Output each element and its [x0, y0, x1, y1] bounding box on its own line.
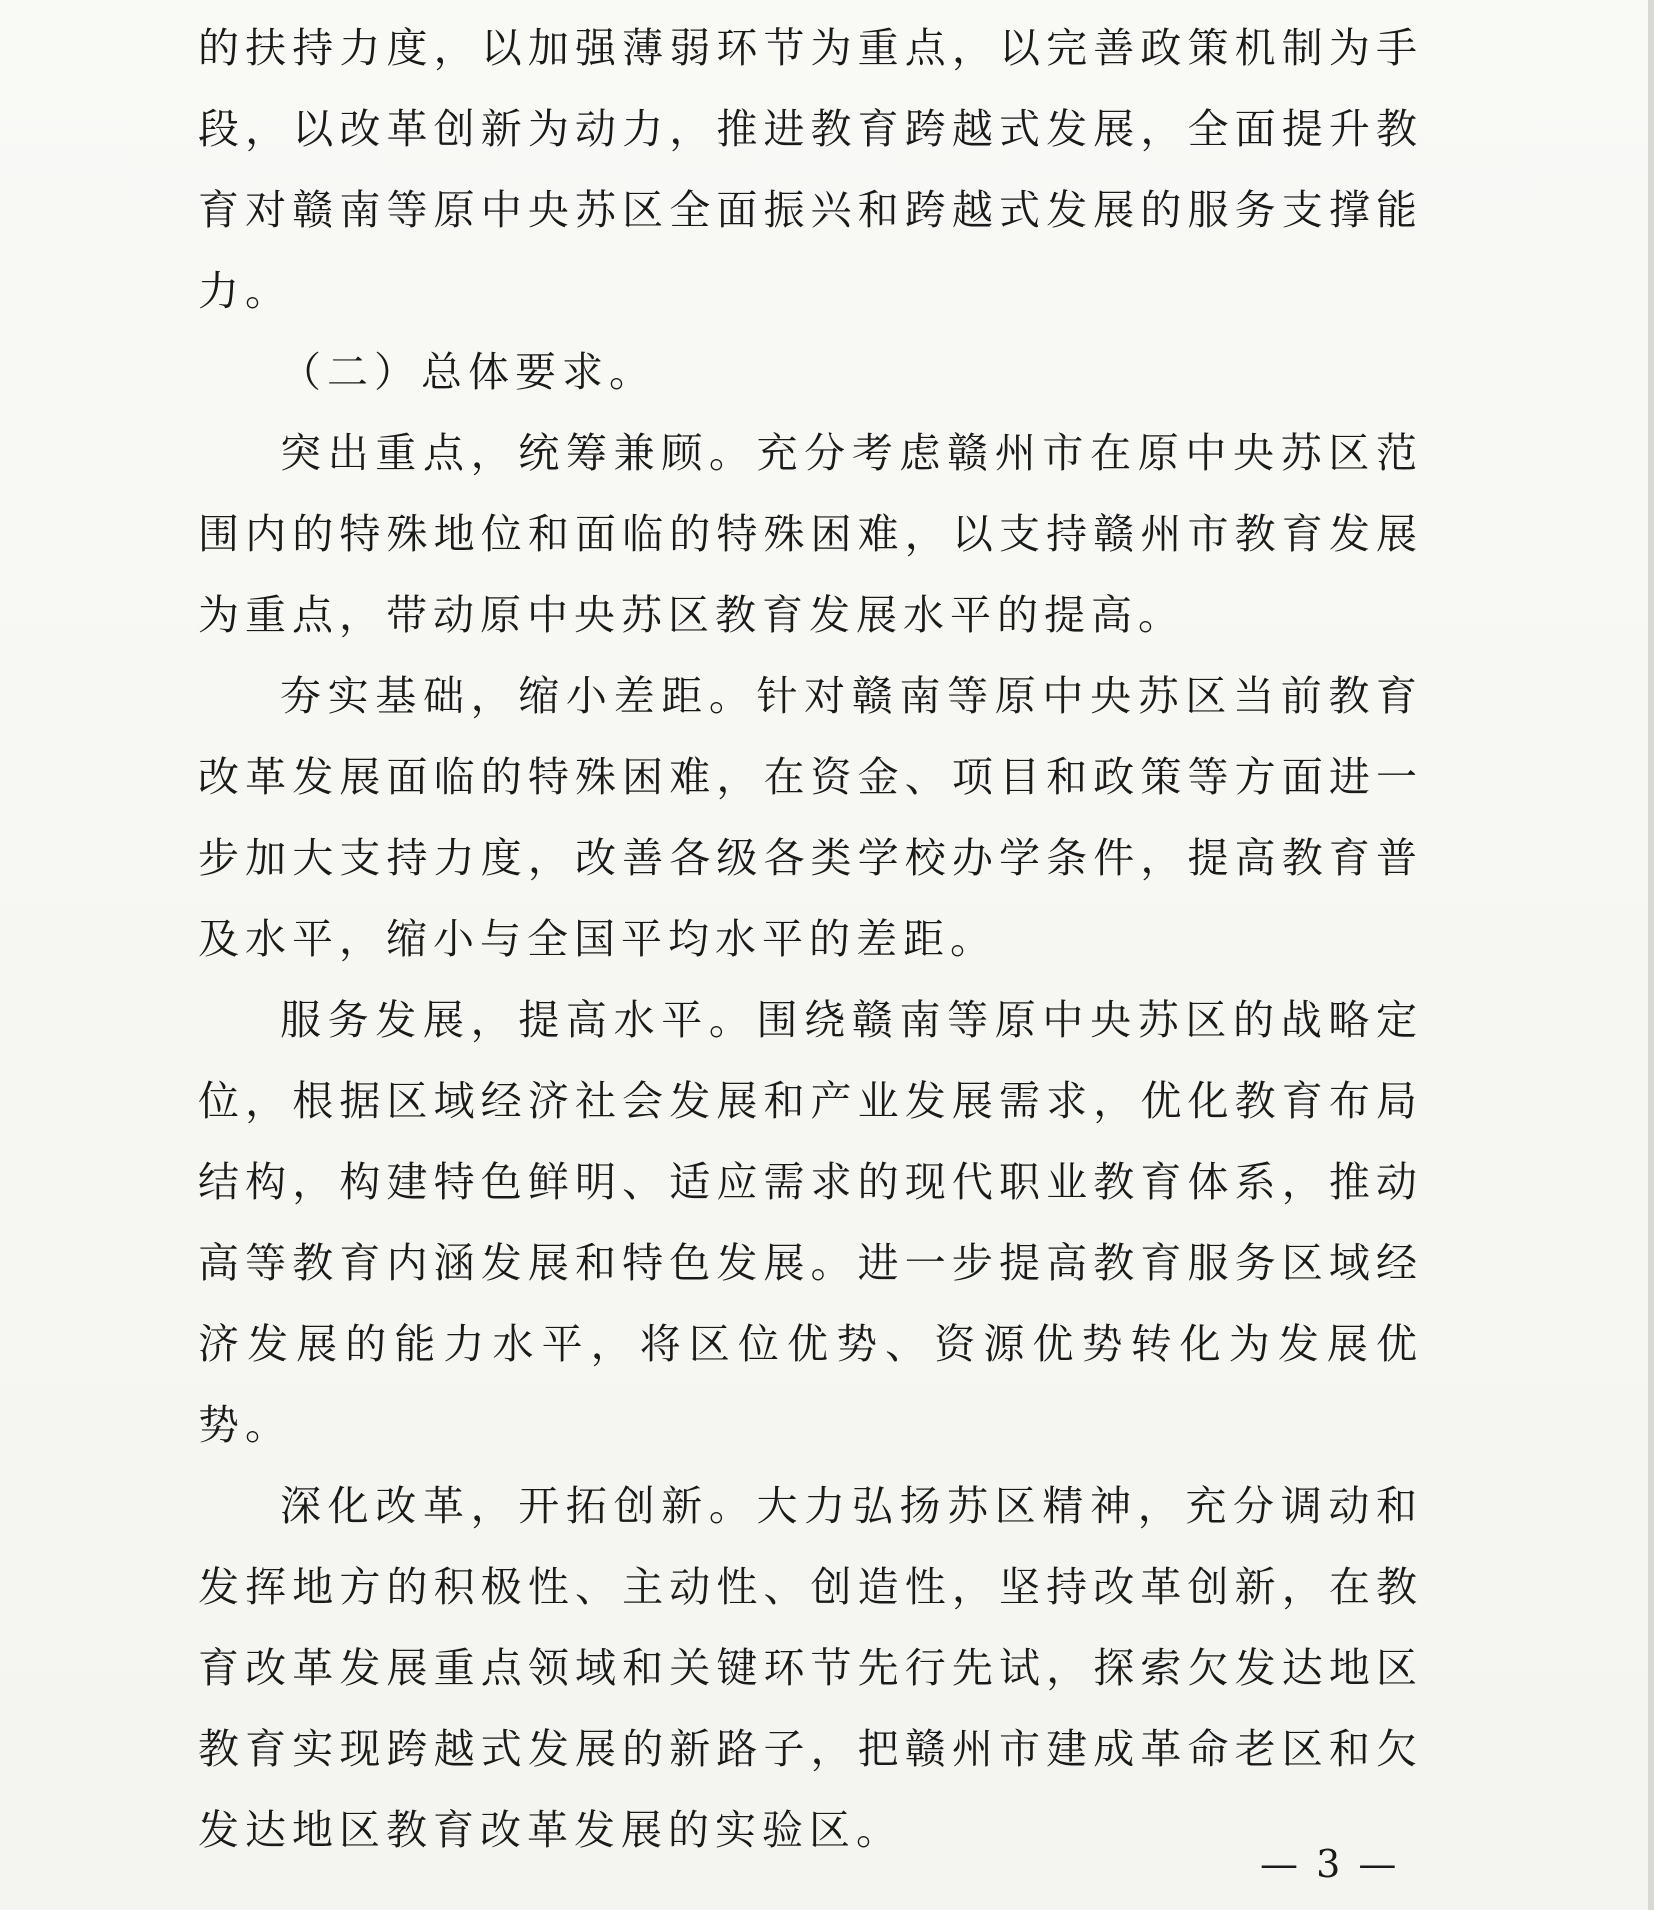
page-edge [1648, 0, 1654, 1910]
paragraph-deepen-reform: 深化改革，开拓创新。大力弘扬苏区精神，充分调动和发挥地方的积极性、主动性、创造性，坚持改革创新，在教育改革发展重点领域和关键环节先行先试，探索欠发达地区教育实现跨越式发展的新路子，把赣州市建成革命老区和欠发达地区教育改革发展的实验区。 [198, 1482, 1423, 1854]
page-number: — 3 — [1260, 1842, 1400, 1886]
section-heading: （二）总体要求。 [280, 348, 656, 396]
document-body [198, 8, 1423, 1871]
paragraph-focus-priorities: 突出重点，统筹兼顾。充分考虑赣州市在原中央苏区范围内的特殊地位和面临的特殊困难，以支持赣州市教育发展为重点，带动原中央苏区教育发展水平的提高。 [198, 429, 1423, 639]
paragraph-strengthen-foundation: 夯实基础，缩小差距。针对赣南等原中央苏区当前教育改革发展面临的特殊困难，在资金、项目和政策等方面进一步加大支持力度，改善各级各类学校办学条件，提高教育普及水平，缩小与全国平均水平的差距。 [198, 672, 1423, 963]
paragraph-serve-development: 服务发展，提高水平。围绕赣南等原中央苏区的战略定位，根据区域经济社会发展和产业发展需求，优化教育布局结构，构建特色鲜明、适应需求的现代职业教育体系，推动高等教育内涵发展和特色发展。进一步提高教育服务区域经济发展的能力水平，将区位优势、资源优势转化为发展优势。 [198, 996, 1423, 1449]
paragraph-continuation: 的扶持力度，以加强薄弱环节为重点，以完善政策机制为手段，以改革创新为动力，推进教育跨越式发展，全面提升教育对赣南等原中央苏区全面振兴和跨越式发展的服务支撑能力。 [198, 24, 1423, 315]
